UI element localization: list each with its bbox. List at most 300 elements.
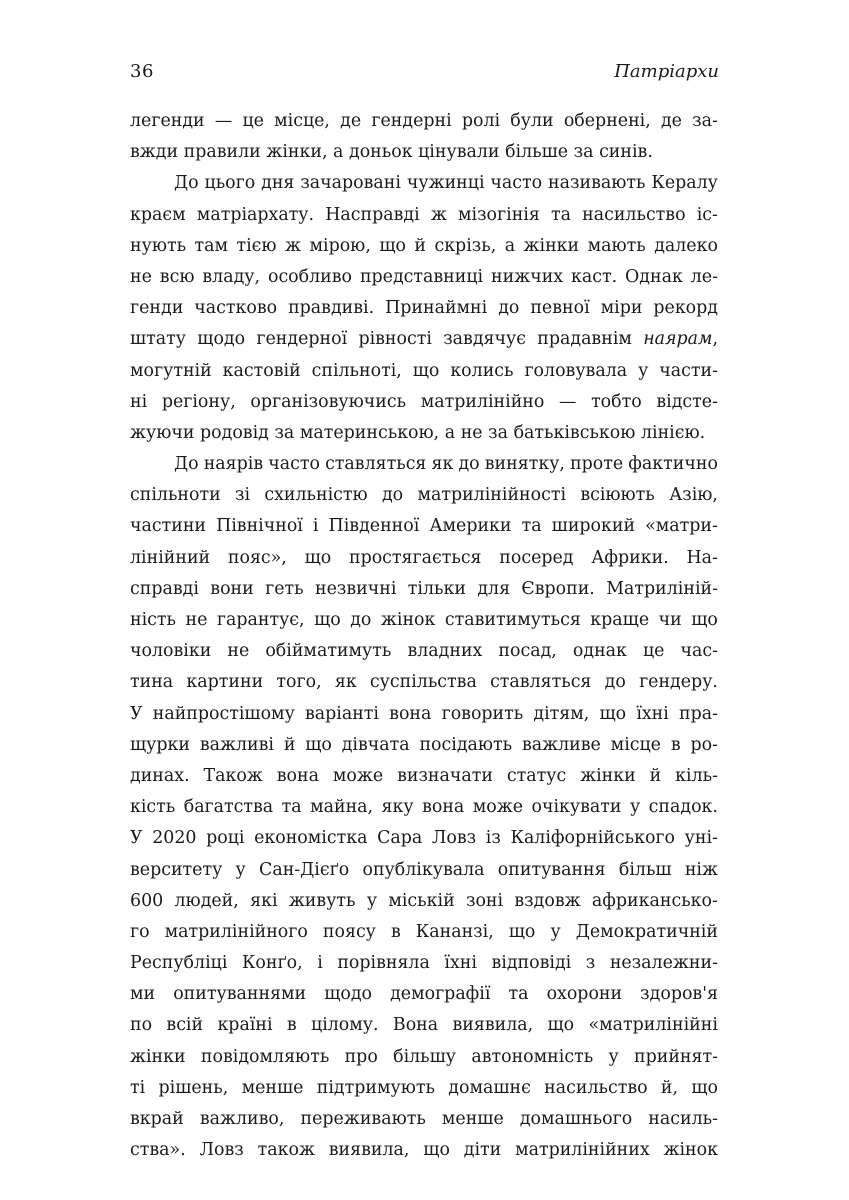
word: охорони (546, 984, 623, 1005)
word: ніж (684, 859, 718, 880)
word: вони (210, 578, 254, 599)
word: не (227, 641, 250, 662)
word: відсте- (656, 391, 718, 412)
word: того, (276, 672, 322, 693)
word: завдячує (443, 329, 526, 350)
word: жінки (580, 765, 636, 786)
word: «матрилінійні (588, 1015, 718, 1036)
word: Кананзі, (415, 921, 494, 942)
emphasized-word: наярам (643, 329, 713, 350)
word: краще (590, 610, 650, 630)
word: насиль- (648, 1109, 718, 1129)
word: автономність (471, 1046, 594, 1067)
word: прадавнім (537, 329, 632, 350)
word: та (521, 516, 542, 537)
word: незалежни- (609, 953, 718, 974)
word: міри (600, 298, 643, 319)
word: владних (407, 641, 483, 662)
word: чужинці (406, 173, 485, 194)
word: виявила, (328, 1140, 410, 1161)
word: у (638, 360, 649, 381)
word: части- (659, 360, 718, 381)
word: демографії (390, 984, 491, 1005)
word: наярів (203, 454, 264, 475)
word: Ловз (431, 828, 477, 849)
word: важливо, (199, 1109, 285, 1129)
word: жінки, (266, 142, 328, 163)
text-line (130, 823, 718, 854)
word: виявила, (452, 1015, 534, 1036)
word: цілому. (311, 1015, 379, 1036)
word: регіону, (161, 391, 236, 412)
word: Азію, (669, 485, 718, 506)
word: найпростішому (152, 703, 295, 724)
word: ролі (461, 111, 501, 131)
word: де (340, 111, 362, 131)
word: у (366, 890, 378, 911)
word: та (281, 797, 302, 818)
text-line (130, 667, 718, 698)
word: які (250, 890, 278, 911)
word: що (423, 1140, 450, 1161)
text-line (130, 418, 718, 449)
word: тією (236, 235, 277, 256)
word: Вона (392, 1015, 439, 1036)
word: жінок (663, 1140, 718, 1161)
word: чи (658, 610, 682, 630)
word: матрилінійності (417, 485, 567, 506)
word: спадок. (648, 797, 718, 818)
word: 600 (130, 890, 164, 911)
word: зоні (465, 890, 504, 911)
text-line (130, 1135, 718, 1166)
word: чоловіки (130, 641, 212, 662)
word: фактично (628, 454, 718, 475)
word: вона (422, 797, 465, 818)
word: у (629, 797, 641, 818)
word: Америки (429, 516, 512, 537)
word: і (317, 953, 323, 974)
word: проте (570, 454, 624, 475)
word: опитуваннями (173, 984, 307, 1005)
word: нижчих (491, 266, 564, 287)
word: дня (261, 173, 295, 194)
word: правдиві. (288, 298, 375, 319)
word: зачаровані (300, 173, 401, 194)
word: до (381, 485, 404, 506)
word: з (585, 953, 596, 974)
word: На- (686, 547, 718, 568)
word: простягається (348, 547, 482, 568)
word: в (390, 921, 401, 942)
text-line (130, 1010, 718, 1041)
word: кіль- (675, 765, 718, 786)
word: а (333, 142, 344, 163)
word: матріархату. (196, 204, 315, 225)
word: живуть (288, 890, 356, 911)
text-line (130, 886, 718, 917)
word: щодо (324, 984, 373, 1005)
word: це (642, 641, 665, 662)
word: що (379, 235, 406, 256)
word: й (283, 734, 296, 755)
word: гендерної (256, 329, 348, 350)
word: що (691, 610, 718, 630)
word: ства». (130, 1140, 186, 1161)
word: здоров'я (640, 984, 718, 1005)
word: штату (130, 329, 187, 350)
word: Кералу (651, 173, 718, 194)
word: ж (285, 235, 302, 256)
word: багатства (183, 797, 274, 818)
word: опитування (497, 859, 606, 880)
word: краєм (130, 204, 186, 225)
word: схильністю (264, 485, 368, 506)
text-line (130, 324, 718, 355)
word: кастовій (222, 360, 301, 381)
text-line (130, 855, 718, 886)
word: відповіді (491, 953, 572, 974)
word: у (235, 859, 246, 880)
word: матрилінійних (515, 1140, 650, 1161)
text-line (130, 917, 718, 948)
word: економістка (254, 828, 368, 849)
word: гендерні (371, 111, 452, 131)
word: за (274, 422, 295, 443)
word: Північної (216, 516, 303, 537)
word: не (460, 422, 483, 443)
word: матрилінійно (420, 391, 545, 412)
word: до (498, 298, 520, 319)
text-line (130, 1042, 718, 1073)
word: людей, (174, 890, 239, 911)
word: міській (388, 890, 455, 911)
word: насильство (582, 204, 686, 225)
word: насильство (544, 1077, 648, 1098)
word: що (304, 547, 332, 568)
word: особливо (267, 266, 353, 287)
word: зі (234, 485, 251, 506)
word: мають (587, 235, 646, 256)
word: може (332, 765, 384, 786)
word: що (508, 921, 536, 942)
word: дітям, (533, 703, 590, 724)
text-line (130, 200, 718, 231)
word: Однак (625, 266, 683, 287)
word: більше (505, 142, 569, 163)
word: Сара (377, 828, 423, 849)
word: що (305, 734, 332, 755)
word: далеко (654, 235, 718, 256)
word: ставляться (490, 672, 592, 693)
word: Ловз (199, 1140, 244, 1161)
word: що (691, 1077, 718, 1098)
text-line (130, 1104, 718, 1135)
word: До (174, 454, 199, 475)
word: не (130, 266, 152, 287)
word: генди (130, 298, 184, 319)
word: часто (268, 454, 320, 475)
word: до (604, 672, 626, 693)
word: жінок (380, 610, 436, 630)
word: часто (490, 173, 543, 194)
word: році (206, 828, 245, 849)
word: спільноті, (311, 360, 402, 381)
word: ми (130, 984, 156, 1005)
word: прийнят- (634, 1046, 718, 1067)
text-line (130, 574, 718, 605)
word: 2020 (152, 828, 197, 849)
word: вона (389, 703, 432, 724)
text-line (130, 231, 718, 262)
word: й (414, 235, 426, 256)
word: а (504, 235, 516, 256)
word: тільки (407, 578, 466, 599)
word: ність (130, 610, 176, 630)
text-line (130, 761, 718, 792)
word: час- (680, 641, 718, 662)
word: представниці (359, 266, 484, 287)
word: яку (381, 797, 414, 818)
word: лінією. (640, 422, 706, 443)
word: «матри- (645, 516, 718, 537)
word: Республіці (130, 953, 228, 974)
text-line (130, 106, 718, 137)
word: Принаймні (385, 298, 488, 319)
word: місце, (274, 111, 330, 131)
word: щурки (130, 734, 190, 755)
word: — (559, 391, 577, 412)
word: лінійний (130, 547, 211, 568)
word: обійматимуть (265, 641, 392, 662)
word: могутній (130, 360, 212, 381)
word: визначати (397, 765, 493, 786)
word: організовуючись (250, 391, 407, 412)
word: Африки. (591, 547, 669, 568)
word: повідомляють (200, 1046, 330, 1067)
text-line (130, 792, 718, 823)
word: обернені, (563, 111, 651, 131)
word: по (130, 1015, 153, 1036)
text-line (130, 262, 718, 293)
word: гендеру. (639, 672, 718, 693)
word: також (257, 1140, 315, 1161)
word: цінували (418, 142, 500, 163)
word: вздовж (514, 890, 581, 911)
text-line (130, 480, 718, 511)
word: однак (572, 641, 627, 662)
word: всю (159, 266, 195, 287)
word: материнською, (299, 422, 440, 443)
word: де (660, 111, 682, 131)
word: Європи. (521, 578, 595, 599)
word: до (350, 610, 372, 630)
word: спільноти (130, 485, 221, 506)
word: тобто (591, 391, 642, 412)
text-line (130, 636, 718, 667)
word: за- (692, 111, 718, 131)
body-text (130, 106, 718, 1166)
text-line (130, 356, 718, 387)
word: за (488, 422, 509, 443)
text-line (130, 699, 718, 730)
word: підтримують (316, 1077, 435, 1098)
word: синів. (599, 142, 653, 163)
word: може (472, 797, 524, 818)
word: рівності (358, 329, 432, 350)
word: рішень, (158, 1077, 229, 1098)
word: Каліфорнійського (510, 828, 676, 849)
word: місце (610, 734, 661, 755)
word: не (185, 610, 208, 630)
text-line (130, 137, 718, 168)
word: головувала (524, 360, 628, 381)
word: із (485, 828, 501, 849)
word: матрилінійного (164, 921, 308, 942)
word: Також (203, 765, 263, 786)
word: гарантує, (216, 610, 305, 630)
word: а (444, 422, 456, 443)
word: Сан-Дієґо (259, 859, 350, 880)
word: й, (660, 1077, 679, 1098)
word: батьківською (513, 422, 636, 443)
word: країні (217, 1015, 273, 1036)
word: посеред (499, 547, 574, 568)
word: Насправді (325, 204, 420, 225)
text-line (130, 948, 718, 979)
word: каст. (571, 266, 618, 287)
word: динах. (130, 765, 190, 786)
word: опублікувала (362, 859, 485, 880)
word: пра- (679, 703, 718, 724)
word: та (508, 984, 529, 1005)
text-line (130, 387, 718, 418)
word: У (130, 703, 143, 724)
word: африкансько- (591, 890, 718, 911)
word: посад, (498, 641, 557, 662)
word: ті (130, 1077, 146, 1098)
word: всій (166, 1015, 204, 1036)
word: незвичні (314, 578, 397, 599)
page-number: 36 (130, 61, 154, 82)
word: ро- (690, 734, 718, 755)
word: владу, (202, 266, 261, 287)
word: цього (204, 173, 256, 194)
word: родовід (200, 422, 269, 443)
word: й (649, 765, 662, 786)
word: Демократичній (575, 921, 718, 942)
word: домашнє (448, 1077, 531, 1098)
text-line (130, 293, 718, 324)
text-line (130, 449, 718, 480)
word: жуючи (130, 422, 195, 443)
word: іс- (696, 204, 718, 225)
word: були (510, 111, 554, 131)
word: суспільства (369, 672, 477, 693)
word: Матриліній- (606, 578, 718, 599)
word: діти (463, 1140, 502, 1161)
word: дівчата (341, 734, 410, 755)
word: жінки (130, 1046, 186, 1067)
word: Південної (328, 516, 420, 537)
word: як (334, 672, 357, 693)
word: кість (130, 797, 176, 818)
word: переживають (300, 1109, 426, 1129)
word: картини (186, 672, 264, 693)
text-line (130, 730, 718, 761)
word: до (458, 454, 480, 475)
word: певної (530, 298, 590, 319)
text-line (130, 511, 718, 542)
word: нують (130, 235, 187, 256)
word: ставляться (325, 454, 427, 475)
word: винятку, (484, 454, 565, 475)
word: більшу (393, 1046, 457, 1067)
word: у (608, 1046, 619, 1067)
word: і (312, 516, 319, 537)
word: та (550, 204, 571, 225)
word: У (130, 828, 143, 849)
word: говорить (441, 703, 524, 724)
word: важливі (199, 734, 274, 755)
word: ж (430, 204, 447, 225)
word: очікувати (531, 797, 622, 818)
word: в (286, 1015, 297, 1036)
word: поясу (322, 921, 376, 942)
text-line (130, 605, 718, 636)
word: частини (130, 516, 206, 537)
word: менше (441, 1109, 504, 1129)
word: верситету (130, 859, 223, 880)
word: що (599, 703, 627, 724)
word: правили (183, 142, 261, 163)
word: про (344, 1046, 378, 1067)
word: як (431, 454, 454, 475)
word: жінки (523, 235, 580, 256)
word: — (214, 111, 233, 131)
text-line (130, 168, 718, 199)
word: щодо (197, 329, 246, 350)
word: варіанті (305, 703, 379, 724)
text-line (130, 543, 718, 574)
word: в (670, 734, 681, 755)
word: ставитимуться (444, 610, 581, 630)
word: називають (548, 173, 646, 194)
word: всіюють (580, 485, 655, 506)
word: посідають (419, 734, 513, 755)
word: справді (130, 578, 199, 599)
word: більш (618, 859, 672, 880)
word: важливе (521, 734, 601, 755)
word: порівняла (337, 953, 430, 974)
word: вона (276, 765, 319, 786)
text-line (130, 1073, 718, 1104)
word: що (412, 360, 440, 381)
word: що (314, 610, 341, 630)
word: їхні (636, 703, 669, 724)
word: доньок (348, 142, 413, 163)
word: геть (265, 578, 304, 599)
word: для (477, 578, 511, 599)
word: Конґо, (241, 953, 303, 974)
word: статус (506, 765, 567, 786)
word: вкрай (130, 1109, 184, 1129)
word: за (573, 142, 594, 163)
word: вжди (130, 142, 179, 163)
text-line (130, 979, 718, 1010)
word: колись (450, 360, 514, 381)
word: їхні (444, 953, 477, 974)
